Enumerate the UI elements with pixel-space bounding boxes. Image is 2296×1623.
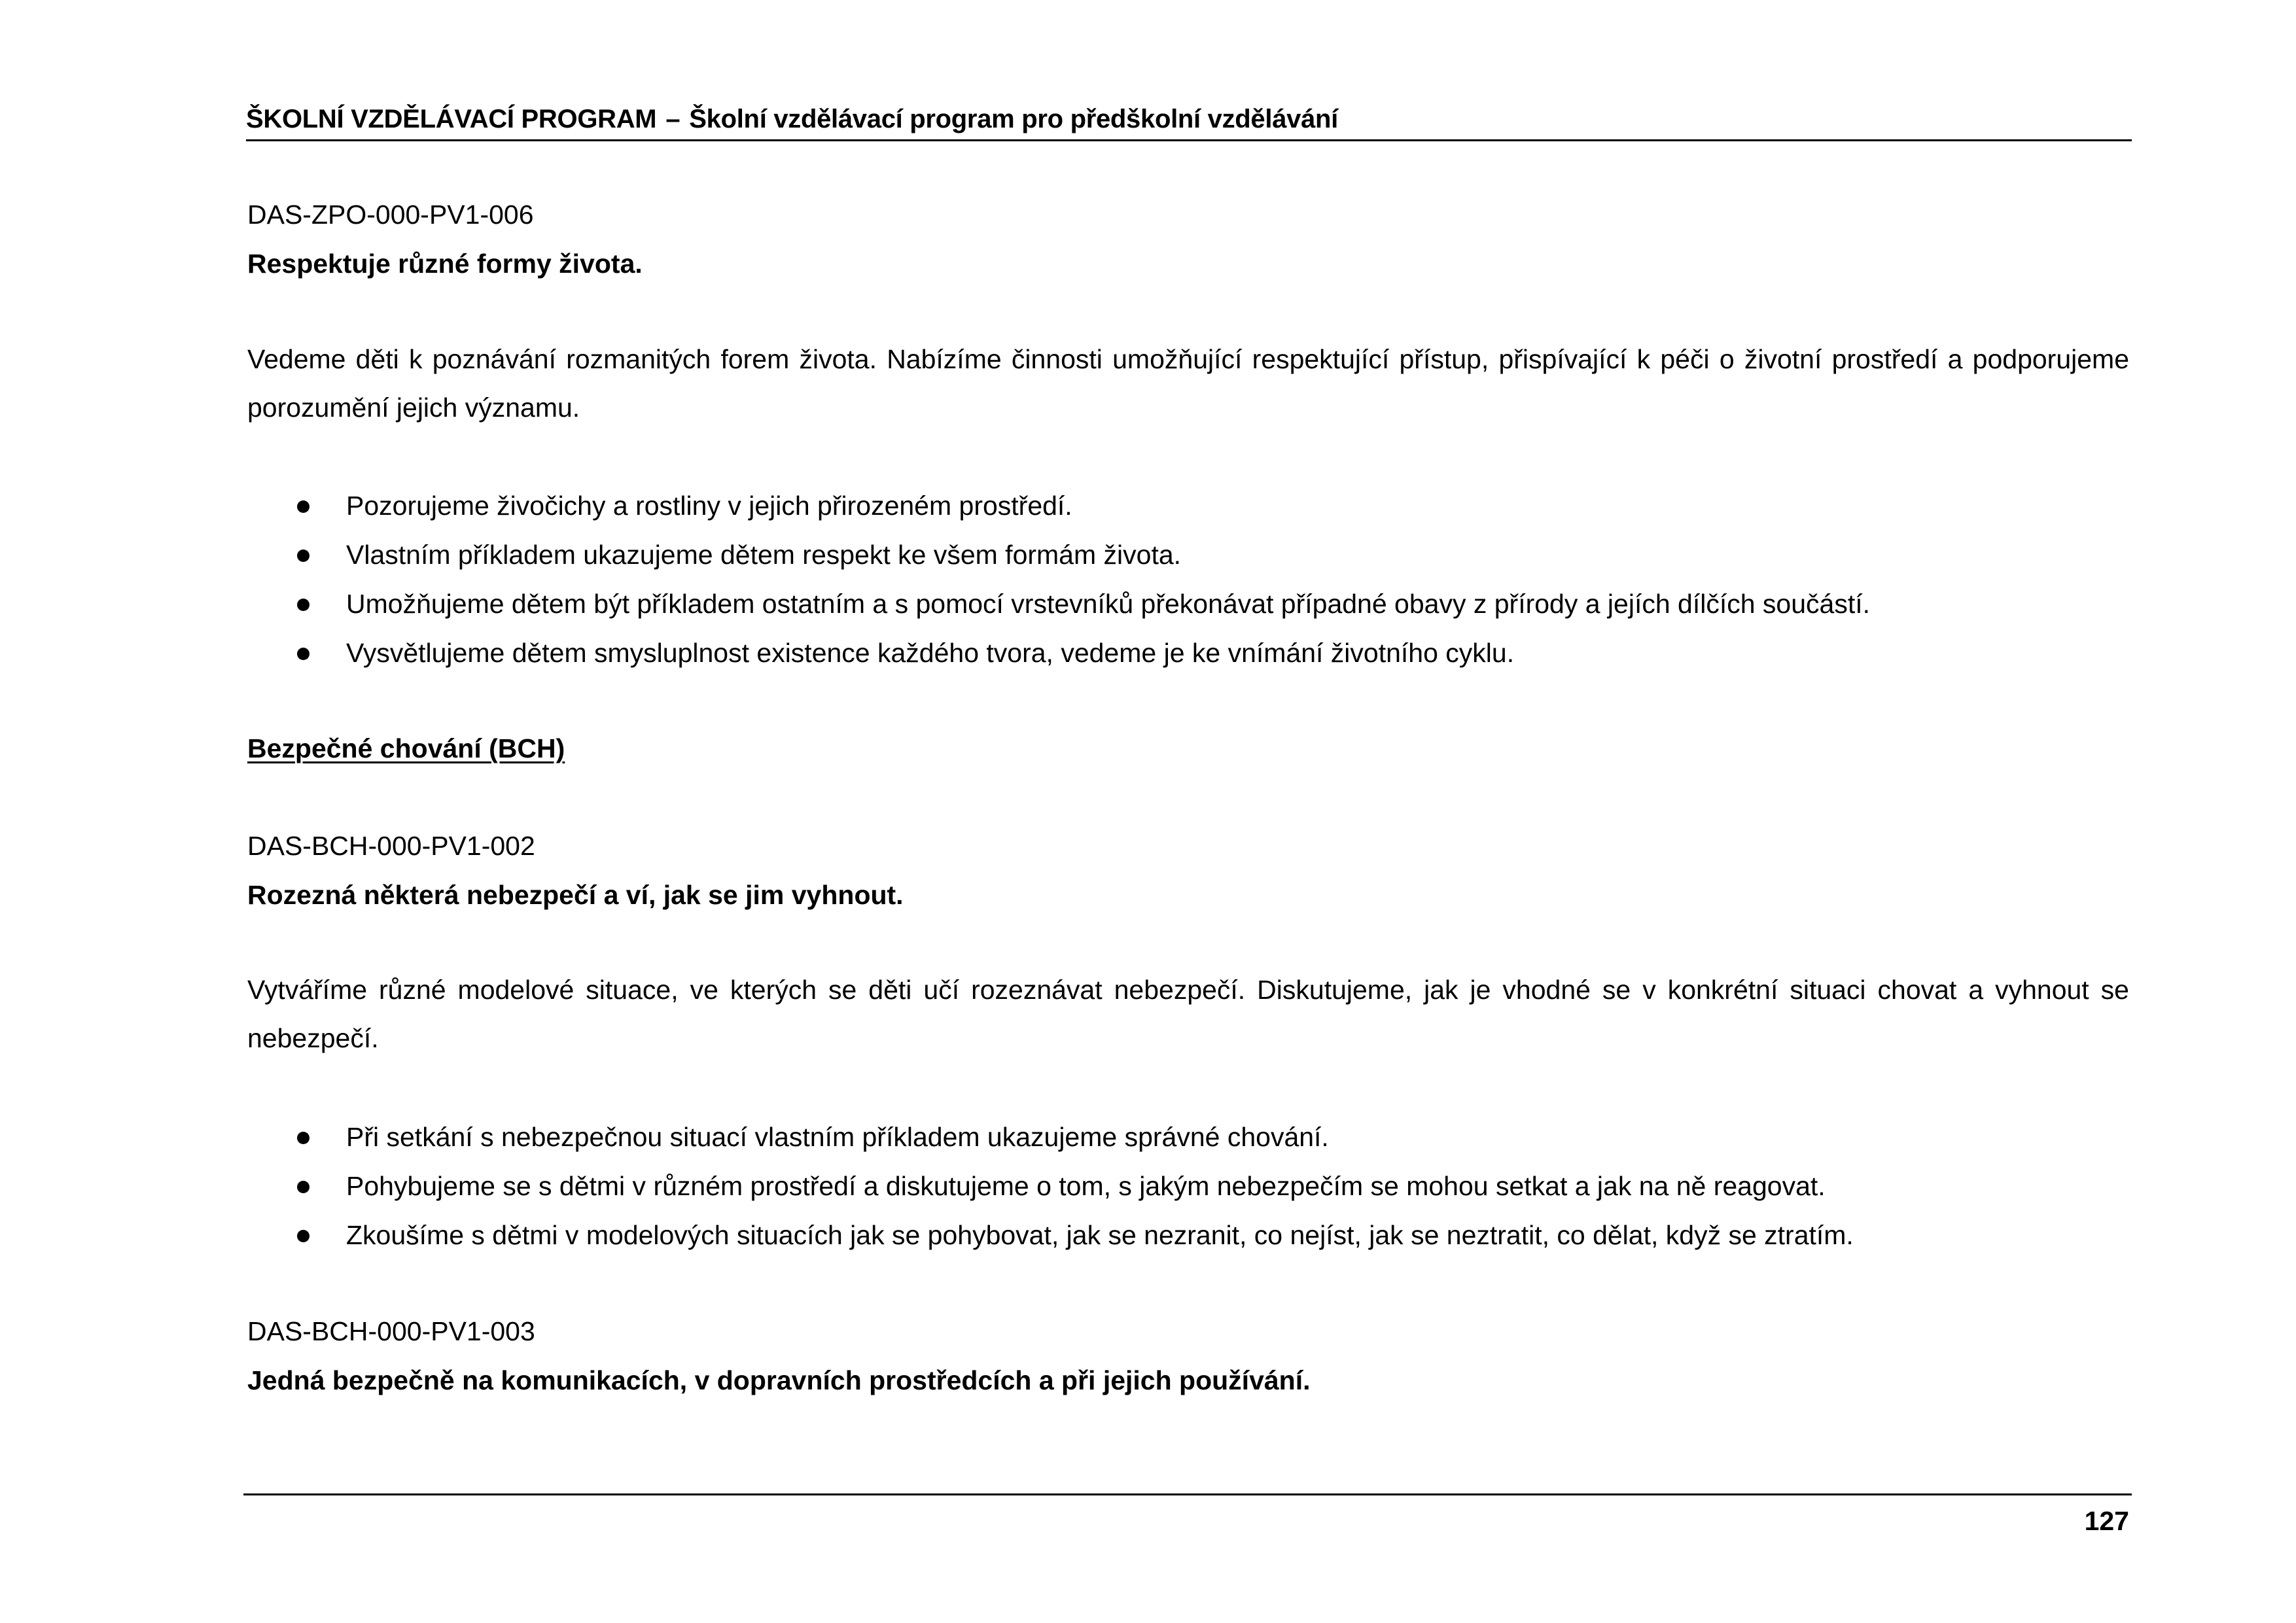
list-item-text: Vlastním příkladem ukazujeme dětem respekt ke všem formám života. [346,540,1182,570]
list-item-text: Zkoušíme s dětmi v modelových situacích jak se pohybovat, jak se nezranit, co nejíst, jak se neztratit, co dělat, když se ztratím. [346,1220,1854,1250]
header-title [246,105,1338,134]
list-item-text: Pozorujeme živočichy a rostliny v jejich přirozeném prostředí. [346,491,1072,521]
bullet-icon [297,550,309,562]
bullet-icon [297,1181,309,1193]
page-header [246,98,2132,141]
section-code-bch-003: DAS-BCH-000-PV1-003 [247,1316,535,1346]
bullet-icon [297,599,309,611]
bullet-icon [297,648,309,660]
bullet-icon [297,1132,309,1144]
bullet-icon [297,1230,309,1242]
list-item-text: Vysvětlujeme dětem smysluplnost existence každého tvora, vedeme je ke vnímání životního cyklu. [346,638,1515,668]
section-title-bch-003: Jedná bezpečně na komunikacích, v dopravních prostředcích a při jejich používání. [247,1365,1311,1395]
section-code-bch-002: DAS-BCH-000-PV1-002 [247,831,535,861]
section-paragraph-zpo-006: Vedeme děti k poznávání rozmanitých forem života. Nabízíme činnosti umožňující respektující přístup, přispívající k péči o životní prostředí a podporujeme porozumění jejich významu. [247,344,2129,423]
section-code-zpo-006: DAS-ZPO-000-PV1-006 [247,200,534,230]
bullet-icon [297,500,309,513]
header-title-right: Školní vzdělávací program pro předškolní vzdělávání [689,105,1338,133]
section-heading-bch: Bezpečné chování (BCH) [247,733,565,763]
page-number: 127 [2084,1506,2129,1536]
header-separator: – [665,105,680,133]
list-item-text: Umožňujeme dětem být příkladem ostatním a s pomocí vrstevníků překonávat případné obavy z přírody a jejích dílčích součástí. [346,589,1870,619]
list-item-text: Při setkání s nebezpečnou situací vlastním příkladem ukazujeme správné chování. [346,1122,1329,1152]
section-paragraph-bch-002: Vytváříme různé modelové situace, ve kterých se děti učí rozeznávat nebezpečí. Diskutujeme, jak je vhodné se v konkrétní situaci chovat a vyhnout se nebezpečí. [247,975,2129,1053]
section-title-zpo-006: Respektuje různé formy života. [247,249,643,279]
header-title-left: ŠKOLNÍ VZDĚLÁVACÍ PROGRAM [246,105,657,133]
list-item-text: Pohybujeme se s dětmi v různém prostředí a diskutujeme o tom, s jakým nebezpečím se mohou setkat a jak na ně reagovat. [346,1171,1826,1201]
footer-divider [243,1493,2132,1495]
section-title-bch-002: Rozezná některá nebezpečí a ví, jak se jim vyhnout. [247,880,904,910]
